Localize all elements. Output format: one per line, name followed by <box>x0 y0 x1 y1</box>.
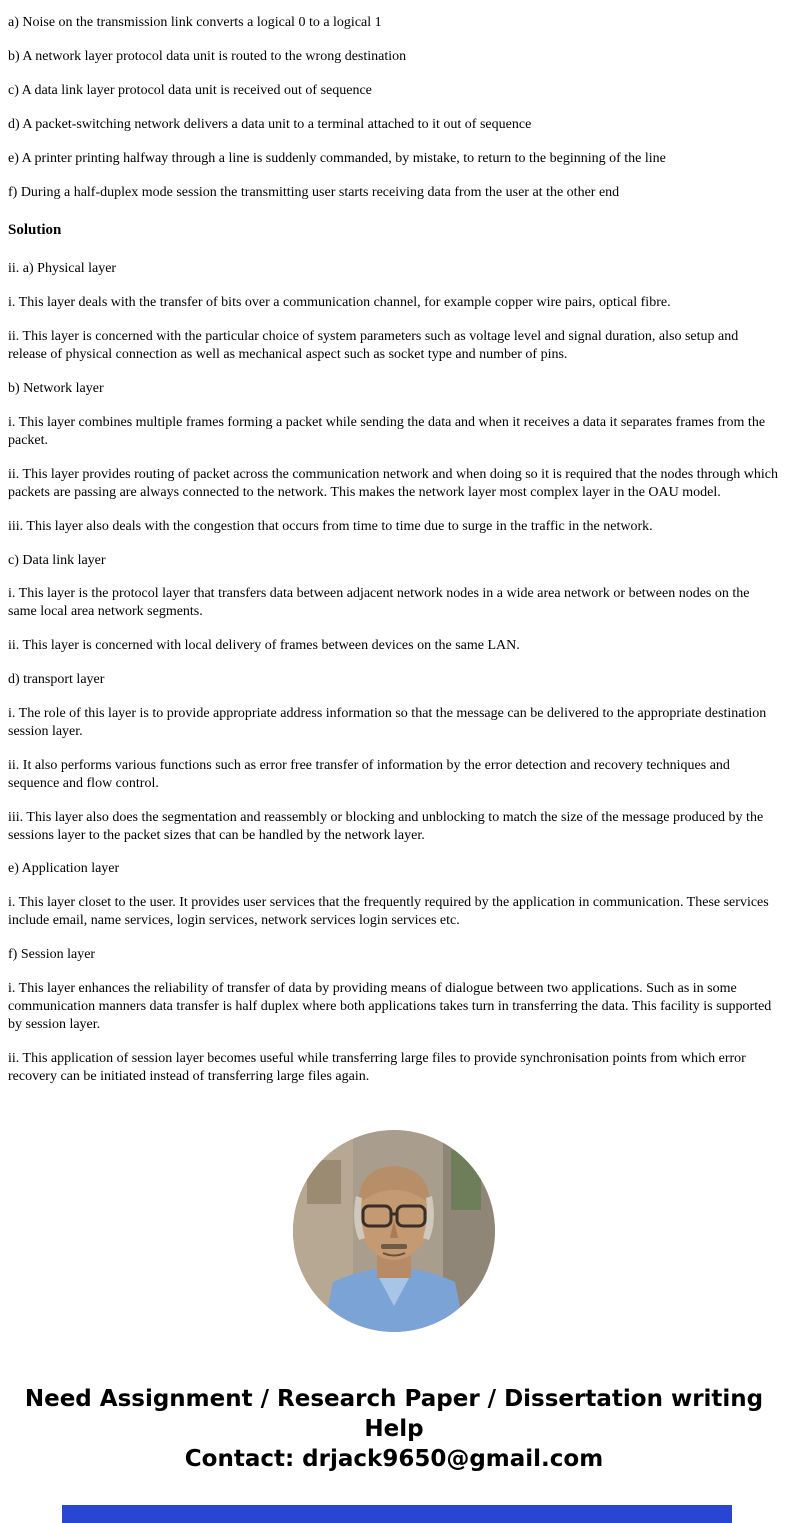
footer-bar <box>62 1505 732 1523</box>
solution-paragraph: d) transport layer <box>8 672 105 688</box>
solution-paragraph: i. This layer is the protocol layer that transfers data between adjacent network nodes in a wide area network or between nodes on the same local area network segments. <box>8 586 750 620</box>
solution-heading: Solution <box>8 222 62 239</box>
footer-help-text: Need Assignment / Research Paper / Dissertation writing Help <box>24 1385 764 1442</box>
intro-paragraph: c) A data link layer protocol data unit is received out of sequence <box>8 82 372 98</box>
solution-paragraph: i. The role of this layer is to provide appropriate address information so that the message can be delivered to the appropriate destination session layer. <box>8 706 767 739</box>
intro-paragraph: f) During a half-duplex mode session the transmitting user starts receiving data from the user at the other end <box>8 184 620 200</box>
solution-paragraph: i. This layer enhances the reliability of transfer of data by providing means of dialogue between two applications. Such as in some communication manners data transfer is half duplex where both applications takes turn in transferring the data. This facility is supported by session layer. <box>8 981 772 1032</box>
solution-paragraph: ii. a) Physical layer <box>8 261 117 277</box>
solution-section <box>8 260 780 1085</box>
solution-paragraph: iii. This layer also deals with the congestion that occurs from time to time due to surge in the traffic in the network. <box>8 518 653 534</box>
solution-paragraph: ii. This layer provides routing of packet across the communication network and when doing so it is required that the nodes through which packets are passing are always connected to the network. This makes the network layer most complex layer in the OAU model. <box>8 466 778 500</box>
intro-section <box>8 14 780 201</box>
solution-paragraph: i. This layer combines multiple frames forming a packet while sending the data and when it receives a data it separates frames from the packet. <box>8 414 766 448</box>
solution-paragraph: e) Application layer <box>8 861 120 877</box>
solution-paragraph: ii. This layer is concerned with local delivery of frames between devices on the same LAN. <box>8 638 520 654</box>
portrait-photo <box>293 1130 495 1332</box>
intro-paragraph: d) A packet-switching network delivers a data unit to a terminal attached to it out of sequence <box>8 116 532 132</box>
solution-paragraph: f) Session layer <box>8 947 96 963</box>
solution-paragraph: iii. This layer also does the segmentation and reassembly or blocking and unblocking to match the size of the message produced by the sessions layer to the packet sizes that can be handled by the network layer. <box>8 809 764 843</box>
solution-paragraph: ii. This layer is concerned with the particular choice of system parameters such as voltage level and signal duration, also setup and release of physical connection as well as mechanical aspect such as socket type and number of pins. <box>8 329 739 363</box>
solution-paragraph: c) Data link layer <box>8 552 106 568</box>
footer-contact-text: Contact: drjack9650@gmail.com <box>184 1445 604 1472</box>
solution-paragraph: i. This layer closet to the user. It provides user services that the frequently required by the application in communication. These services include email, name services, login services, network services login services etc. <box>8 895 769 929</box>
intro-paragraph: b) A network layer protocol data unit is routed to the wrong destination <box>8 48 407 64</box>
solution-paragraph: b) Network layer <box>8 381 104 397</box>
intro-paragraph: e) A printer printing halfway through a line is suddenly commanded, by mistake, to return to the beginning of the line <box>8 150 666 166</box>
solution-paragraph: ii. It also performs various functions such as error free transfer of information by the error detection and recovery techniques and sequence and flow control. <box>8 757 730 791</box>
portrait-illustration <box>293 1130 495 1332</box>
solution-paragraph: i. This layer deals with the transfer of bits over a communication channel, for example copper wire pairs, optical fibre. <box>8 295 671 311</box>
solution-paragraph: ii. This application of session layer becomes useful while transferring large files to provide synchronisation points from which error recovery can be initiated instead of transferring large files again. <box>8 1050 746 1084</box>
intro-paragraph: a) Noise on the transmission link converts a logical 0 to a logical 1 <box>8 15 382 30</box>
